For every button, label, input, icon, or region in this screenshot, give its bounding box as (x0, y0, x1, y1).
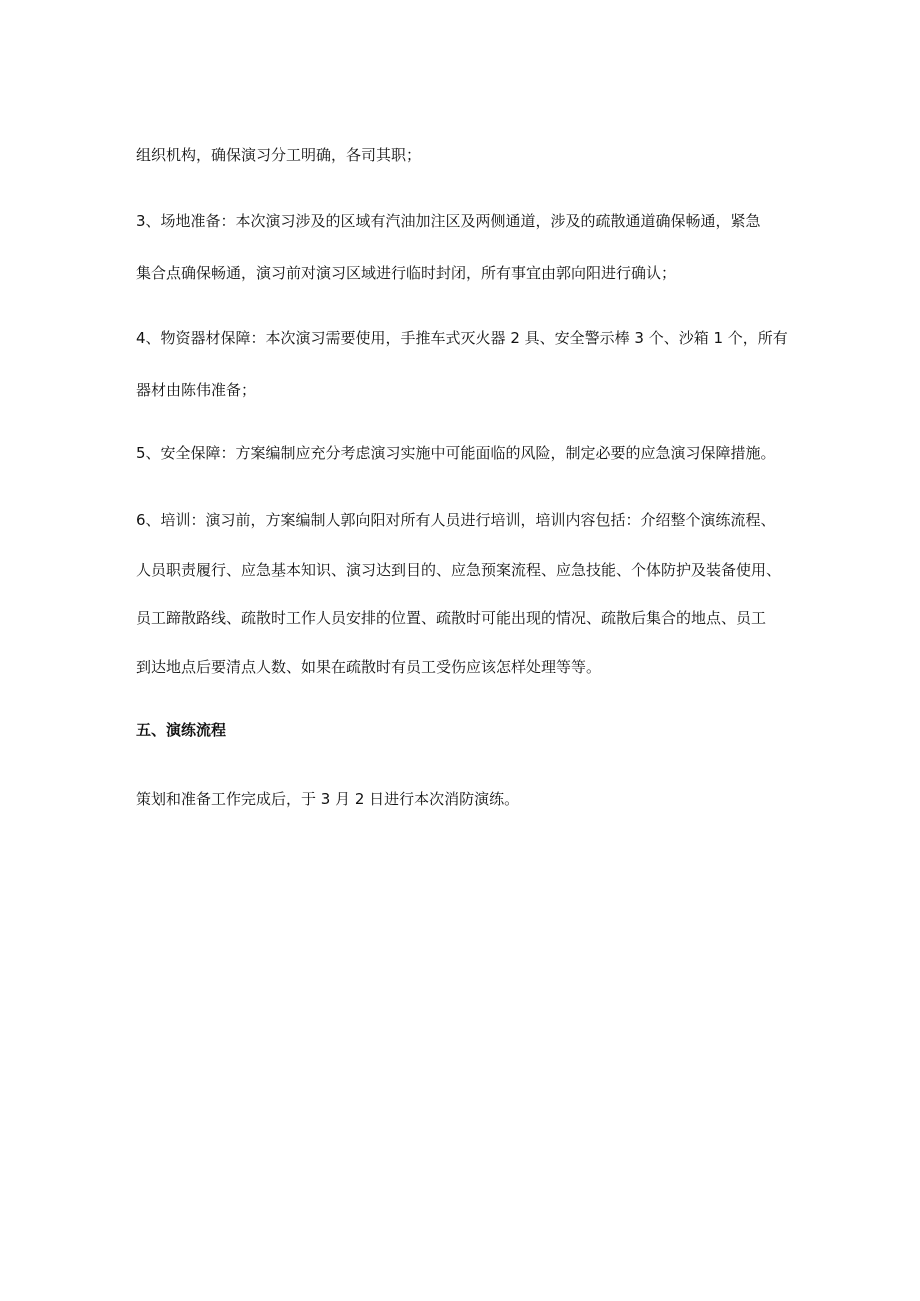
text-line-site-preparation: 3、场地准备：本次演习涉及的区域有汽油加注区及两侧通道，涉及的疏散通道确保畅通，紧急 (136, 212, 761, 230)
text-line-training-cont-3: 到达地点后要清点人数、如果在疏散时有员工受伤应该怎样处理等等。 (136, 658, 602, 676)
text-line-site-preparation-cont: 集合点确保畅通，演习前对演习区域进行临时封闭，所有事宜由郭向阳进行确认； (136, 264, 677, 282)
text-line-safety-support: 5、安全保障：方案编制应充分考虑演习实施中可能面临的风险，制定必要的应急演习保障措施。 (136, 444, 776, 462)
text-line-training-cont-1: 人员职责履行、应急基本知识、演习达到目的、应急预案流程、应急技能、个体防护及装备使用、 (136, 561, 782, 579)
text-line-equipment-support: 4、物资器材保障：本次演习需要使用，手推车式灭火器 2 具、安全警示棒 3 个、沙箱 1 个，所有 (136, 329, 788, 347)
text-line-training-cont-2: 员工蹄散路线、疏散时工作人员安排的位置、疏散时可能出现的情况、疏散后集合的地点、员工 (136, 609, 767, 627)
text-line-organization: 组织机构，确保演习分工明确，各司其职； (136, 146, 422, 164)
section-heading-drill-process: 五、演练流程 (136, 721, 227, 739)
text-line-drill-date: 策划和准备工作完成后，于 3 月 2 日进行本次消防演练。 (136, 790, 520, 808)
text-line-training: 6、培训：演习前，方案编制人郭向阳对所有人员进行培训，培训内容包括：介绍整个演练流程、 (136, 511, 776, 529)
text-line-equipment-support-cont: 器材由陈伟准备； (136, 381, 257, 399)
